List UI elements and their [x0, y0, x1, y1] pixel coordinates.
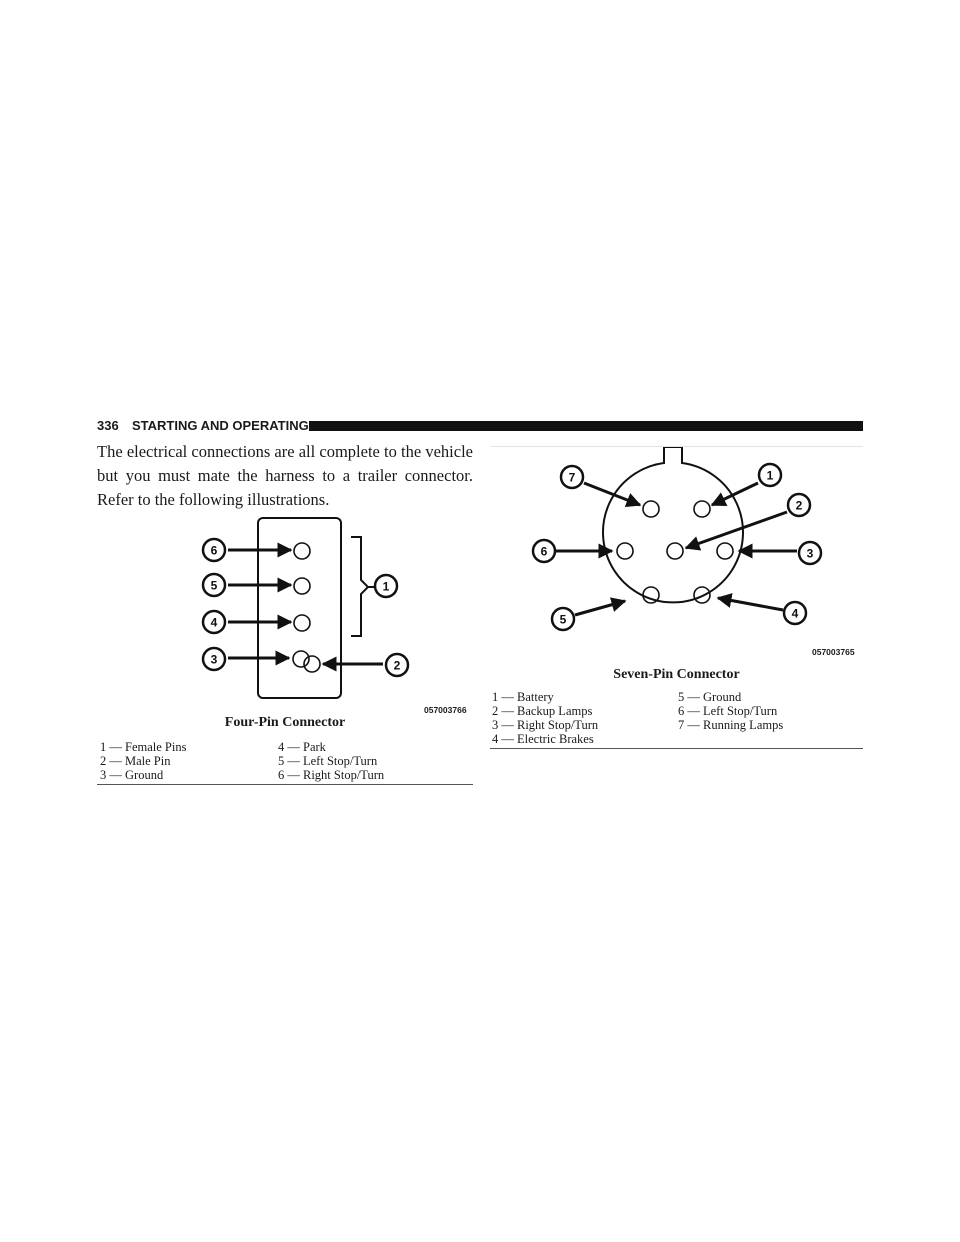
callout-3 [203, 648, 225, 670]
callout-1 [375, 575, 397, 597]
pin-1 [694, 501, 710, 517]
svg-text:6: 6 [540, 544, 548, 559]
svg-text:1: 1 [382, 579, 390, 594]
arrow-4 [718, 598, 783, 610]
section-title: STARTING AND OPERATING [132, 418, 309, 433]
svg-text:3: 3 [806, 546, 814, 561]
arrow-5 [575, 601, 625, 615]
callout-6 [533, 540, 555, 562]
page-number: 336 [97, 418, 119, 433]
callout-4 [784, 602, 806, 624]
legend-item: 5 — Left Stop/Turn [278, 754, 378, 768]
svg-text:4: 4 [791, 606, 799, 621]
legend-item: 4 — Electric Brakes [492, 732, 594, 746]
connector-body [258, 518, 341, 698]
callout-1 [759, 464, 781, 486]
pin-3 [717, 543, 733, 559]
callout-6 [203, 539, 225, 561]
callout-4 [203, 611, 225, 633]
intro-paragraph: The electrical connections are all complete to the vehicle but you must mate the harness to a trailer connector. Refer to the following illustrations. [97, 442, 473, 509]
seven-pin-legend [490, 690, 863, 748]
svg-text:4: 4 [210, 615, 218, 630]
callout-7 [561, 466, 583, 488]
four-pin-legend-rule [97, 784, 473, 785]
legend-item: 1 — Female Pins [100, 740, 187, 754]
callout-2 [386, 654, 408, 676]
legend-item: 2 — Male Pin [100, 754, 171, 768]
legend-item: 3 — Right Stop/Turn [492, 718, 599, 732]
page-header [97, 418, 863, 434]
pin-7 [643, 501, 659, 517]
connector-housing [603, 447, 743, 602]
legend-item: 6 — Left Stop/Turn [678, 704, 778, 718]
legend-item: 7 — Running Lamps [678, 718, 784, 732]
figure-id: 057003765 [812, 647, 855, 657]
legend-item: 6 — Right Stop/Turn [278, 768, 385, 782]
pin-5 [294, 578, 310, 594]
pin-6 [294, 543, 310, 559]
svg-text:5: 5 [210, 578, 218, 593]
svg-text:3: 3 [210, 652, 218, 667]
four-pin-caption: Four-Pin Connector [224, 715, 346, 730]
legend-item: 1 — Battery [492, 690, 554, 704]
seven-pin-caption: Seven-Pin Connector [613, 667, 740, 682]
bracket [351, 537, 368, 636]
legend-item: 2 — Backup Lamps [492, 704, 593, 718]
legend-item: 4 — Park [278, 740, 326, 754]
svg-text:2: 2 [393, 658, 401, 673]
seven-pin-legend-rule [490, 748, 863, 749]
four-pin-figure [97, 508, 473, 716]
legend-item: 5 — Ground [678, 690, 742, 704]
legend-item: 3 — Ground [100, 768, 164, 782]
pin-6 [617, 543, 633, 559]
callout-2 [788, 494, 810, 516]
four-pin-legend [97, 740, 473, 784]
svg-text:7: 7 [568, 470, 576, 485]
pin-4 [294, 615, 310, 631]
arrow-7 [584, 483, 640, 505]
callout-5 [203, 574, 225, 596]
seven-pin-diagram [490, 447, 863, 661]
pin-2 [667, 543, 683, 559]
header-rule [309, 421, 863, 431]
four-pin-diagram [97, 508, 473, 716]
svg-text:2: 2 [795, 498, 803, 513]
figure-id: 057003766 [424, 705, 467, 715]
pin-5 [643, 587, 659, 603]
pin-4 [694, 587, 710, 603]
svg-text:6: 6 [210, 543, 218, 558]
callout-5 [552, 608, 574, 630]
svg-text:5: 5 [559, 612, 567, 627]
svg-text:1: 1 [766, 468, 774, 483]
seven-pin-figure [490, 446, 863, 661]
callout-3 [799, 542, 821, 564]
